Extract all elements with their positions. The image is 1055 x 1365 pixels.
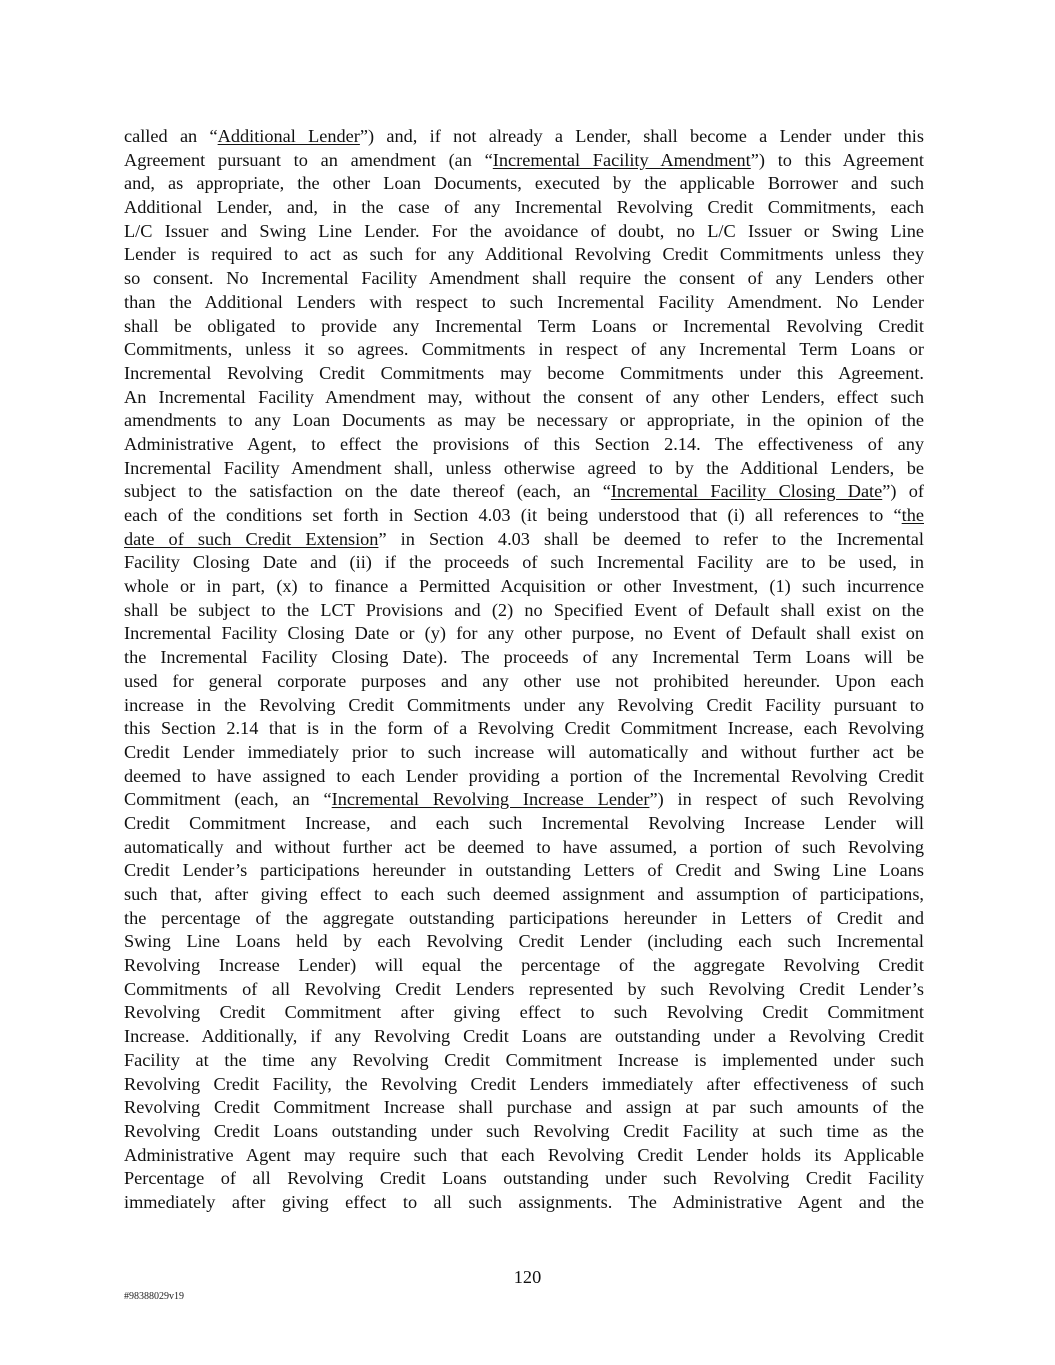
- text-line: [124, 528, 924, 552]
- text-run: Revolving Increase Lender) will equal the percentage of the aggregate Revolving Credit: [124, 955, 924, 976]
- page-number: 120: [513, 1267, 542, 1287]
- text-run: amendments to any Loan Documents as may be necessary or appropriate, in the opinion of the: [124, 410, 924, 431]
- text-run: Facility Closing Date and (ii) if the proceeds of such Incremental Facility are to be used, in: [124, 552, 924, 573]
- text-run: Incremental Facility Closing Date or (y) for any other purpose, no Event of Default shall exist on: [124, 623, 924, 644]
- defined-term: the: [901, 505, 924, 525]
- text-line: [124, 978, 924, 1002]
- text-run: Credit Commitment Increase, and each such Incremental Revolving Increase Lender will: [124, 812, 924, 833]
- text-line: [124, 954, 924, 978]
- text-run: Increase. Additionally, if any Revolving Credit Loans are outstanding under a Revolving Credit: [124, 1026, 924, 1047]
- text-run: so consent. No Incremental Facility Amendment shall require the consent of any Lenders other: [124, 268, 924, 289]
- text-line: [124, 149, 924, 173]
- text-line: [124, 1096, 924, 1120]
- text-run: Percentage of all Revolving Credit Loans outstanding under such Revolving Credit Facility: [124, 1168, 924, 1189]
- text-line: [124, 196, 924, 220]
- text-run: Facility at the time any Revolving Credit Commitment Increase is implemented under such: [124, 1049, 924, 1070]
- text-run: this Section 2.14 that is in the form of a Revolving Credit Commitment Increase, each Revolving: [124, 718, 924, 739]
- text-line: [124, 551, 924, 575]
- text-line: [124, 1144, 924, 1168]
- text-run: increase in the Revolving Credit Commitments under any Revolving Credit Facility pursuant to: [124, 694, 924, 715]
- text-run: whole or in part, (x) to finance a Permitted Acquisition or other Investment, (1) such incurrence: [124, 576, 924, 597]
- text-line: [124, 859, 924, 883]
- text-line: [124, 907, 924, 931]
- text-run: ”) to this Agreement: [750, 149, 924, 170]
- text-line: [124, 220, 924, 244]
- text-run: Lender is required to act as such for any Additional Revolving Credit Commitments unless they: [124, 244, 924, 265]
- text-run: Agreement pursuant to an amendment (an “: [124, 149, 493, 170]
- text-line: [124, 930, 924, 954]
- text-line: [124, 765, 924, 789]
- text-line: [124, 622, 924, 646]
- text-run: the percentage of the aggregate outstanding participations hereunder in Letters of Credit and: [124, 907, 924, 928]
- text-line: [124, 433, 924, 457]
- text-run: subject to the satisfaction on the date thereof (each, an “: [124, 481, 611, 502]
- text-line: [124, 1120, 924, 1144]
- text-line: [124, 362, 924, 386]
- text-line: [124, 1049, 924, 1073]
- text-line: [124, 267, 924, 291]
- text-line: [124, 575, 924, 599]
- text-line: [124, 670, 924, 694]
- text-run: Credit Lender immediately prior to such increase will automatically and without further act be: [124, 741, 924, 762]
- text-line: [124, 717, 924, 741]
- text-line: [124, 291, 924, 315]
- text-line: [124, 836, 924, 860]
- text-line: [124, 1167, 924, 1191]
- defined-term: Additional Lender: [217, 126, 360, 146]
- text-run: Swing Line Loans held by each Revolving Credit Lender (including each such Incremental: [124, 931, 924, 952]
- text-line: [124, 1001, 924, 1025]
- text-line: [124, 409, 924, 433]
- text-run: such that, after giving effect to each such deemed assignment and assumption of participations,: [124, 884, 924, 904]
- text-run: Commitment (each, an “: [124, 789, 332, 810]
- text-line: [124, 1025, 924, 1049]
- text-run: Revolving Credit Commitment after giving effect to such Revolving Credit Commitment: [124, 1002, 924, 1023]
- defined-term: Incremental Facility Closing Date: [610, 481, 883, 502]
- text-run: Administrative Agent, to effect the provisions of this Section 2.14. The effectiveness of any: [124, 433, 924, 454]
- text-run: Incremental Facility Amendment shall, unless otherwise agreed to by the Additional Lenders, be: [124, 457, 924, 478]
- text-run: Administrative Agent may require such that each Revolving Credit Lender holds its Applicable: [124, 1144, 924, 1165]
- text-run: Commitments of all Revolving Credit Lenders represented by such Revolving Credit Lender’s: [124, 978, 924, 999]
- text-run: ”) in respect of such Revolving: [649, 789, 924, 810]
- text-run: the Incremental Facility Closing Date). The proceeds of any Incremental Term Loans will be: [124, 647, 924, 668]
- text-run: Revolving Credit Commitment Increase shall purchase and assign at par such amounts of the: [124, 1097, 924, 1118]
- text-run: Commitments, unless it so agrees. Commitments in respect of any Incremental Term Loans or: [124, 339, 924, 360]
- text-line: [124, 599, 924, 623]
- defined-term: Incremental Facility Amendment: [492, 149, 751, 170]
- text-line: [124, 457, 924, 481]
- text-line: [124, 646, 924, 670]
- text-line: [124, 243, 924, 267]
- text-run: Additional Lender, and, in the case of any Incremental Revolving Credit Commitments, each: [124, 197, 924, 218]
- text-line: [124, 172, 924, 196]
- text-line: [124, 125, 924, 149]
- text-run: shall be subject to the LCT Provisions and (2) no Specified Event of Default shall exist on the: [124, 599, 924, 620]
- text-line: [124, 883, 924, 907]
- text-line: [124, 338, 924, 362]
- text-run: An Incremental Facility Amendment may, without the consent of any other Lenders, effect such: [124, 386, 924, 407]
- text-run: and, as appropriate, the other Loan Documents, executed by the applicable Borrower and such: [124, 173, 924, 194]
- text-line: [124, 315, 924, 339]
- text-line: [124, 741, 924, 765]
- text-run: each of the conditions set forth in Section 4.03 (it being understood that (i) all references to “: [124, 505, 902, 525]
- text-line: [124, 694, 924, 718]
- defined-term: Incremental Revolving Increase Lender: [331, 789, 650, 810]
- document-id: #98388029v19: [124, 1291, 184, 1302]
- text-run: Revolving Credit Loans outstanding under such Revolving Credit Facility at such time as the: [124, 1120, 924, 1141]
- text-line: [124, 386, 924, 410]
- text-line: [124, 788, 924, 812]
- text-run: shall be obligated to provide any Incremental Term Loans or Incremental Revolving Credit: [124, 315, 924, 336]
- text-run: immediately after giving effect to all such assignments. The Administrative Agent and the: [124, 1191, 924, 1212]
- text-run: ” in Section 4.03 shall be deemed to refer to the Incremental: [378, 528, 924, 549]
- text-run: automatically and without further act be deemed to have assumed, a portion of such Revolving: [124, 836, 924, 857]
- text-run: Revolving Credit Facility, the Revolving Credit Lenders immediately after effectiveness of such: [124, 1073, 924, 1094]
- text-line: [124, 504, 924, 528]
- text-line: [124, 1073, 924, 1097]
- text-run: deemed to have assigned to each Lender providing a portion of the Incremental Revolving Credit: [124, 765, 924, 786]
- text-line: [124, 812, 924, 836]
- text-line: [124, 1191, 924, 1215]
- text-line: [124, 480, 924, 504]
- text-run: ”) and, if not already a Lender, shall become a Lender under this: [359, 126, 924, 146]
- text-run: called an “: [124, 126, 218, 146]
- defined-term: date of such Credit Extension: [124, 528, 379, 549]
- text-run: L/C Issuer and Swing Line Lender. For the avoidance of doubt, no L/C Issuer or Swing Line: [124, 220, 924, 241]
- body-paragraph: [124, 125, 924, 1215]
- text-run: than the Additional Lenders with respect to such Incremental Facility Amendment. No Lender: [124, 291, 924, 312]
- text-run: Incremental Revolving Credit Commitments may become Commitments under this Agreement.: [124, 362, 924, 383]
- text-run: used for general corporate purposes and any other use not prohibited hereunder. Upon each: [124, 670, 924, 691]
- text-run: ”) of: [882, 481, 924, 502]
- text-run: Credit Lender’s participations hereunder in outstanding Letters of Credit and Swing Line Loans: [124, 860, 924, 881]
